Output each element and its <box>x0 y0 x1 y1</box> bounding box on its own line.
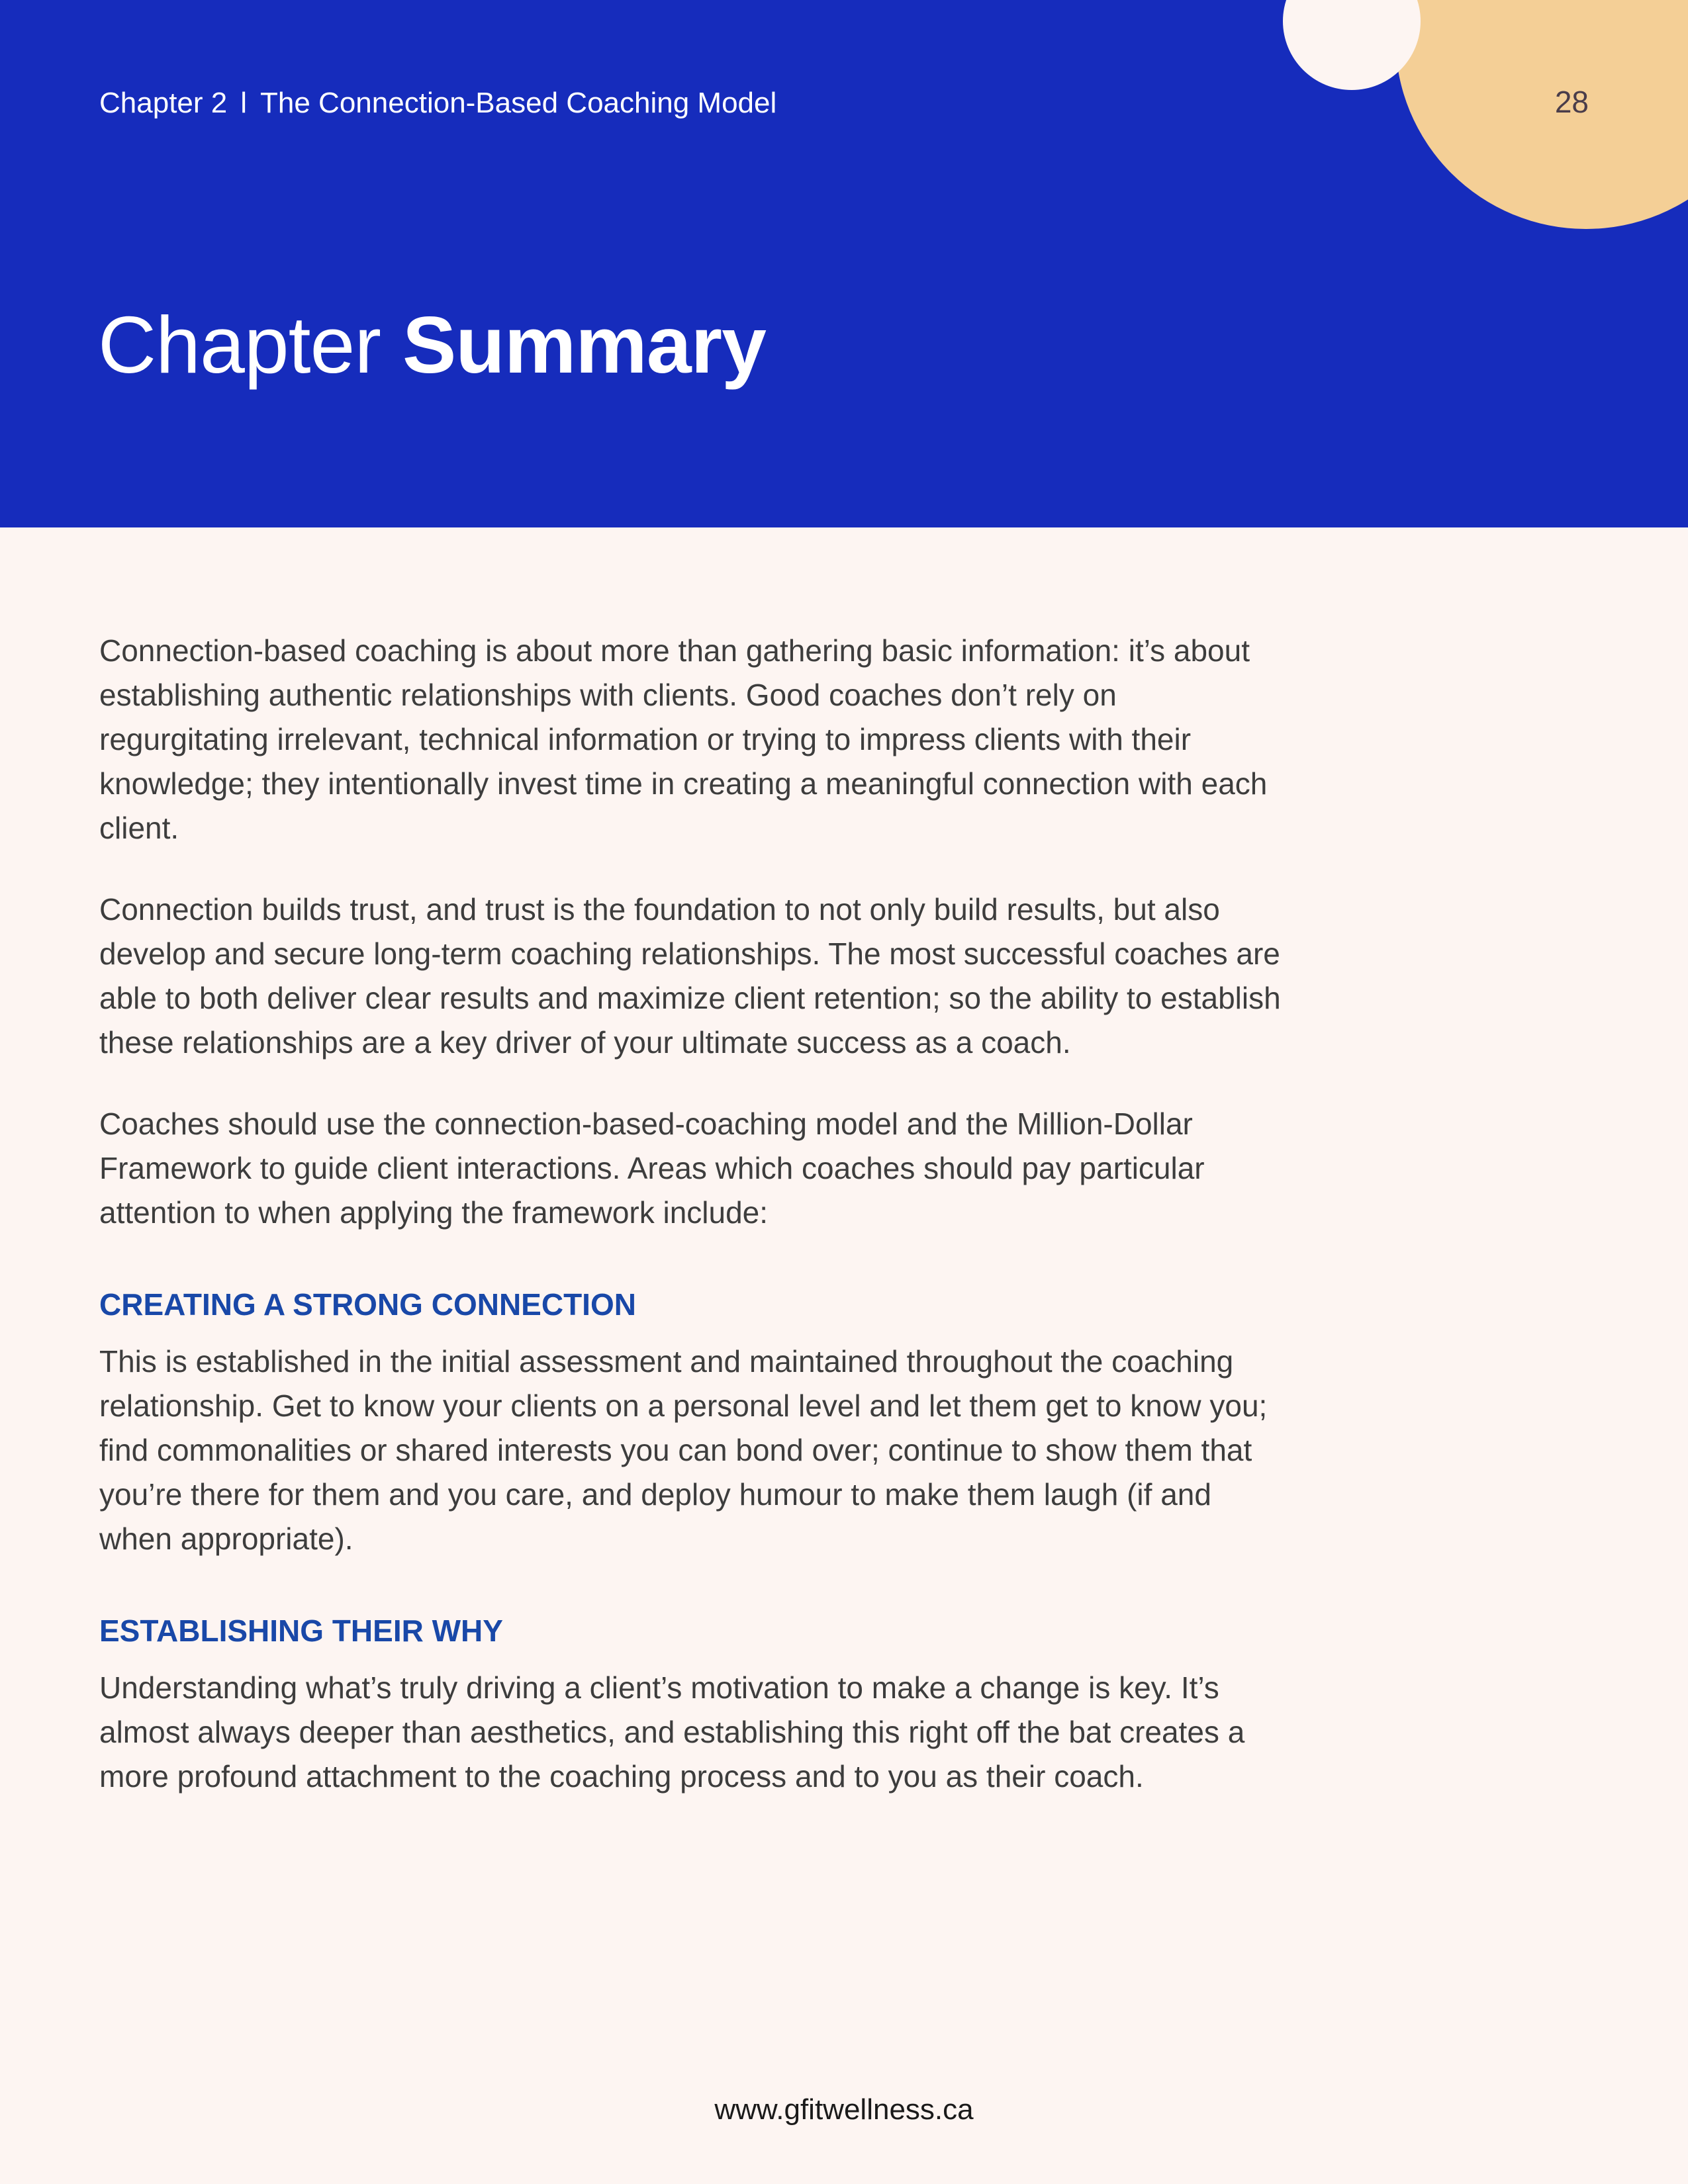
running-head-separator: l <box>240 87 248 119</box>
running-head <box>99 83 776 123</box>
chapter-header-band <box>0 0 1688 527</box>
chapter-title: The Connection-Based Coaching Model <box>260 87 777 119</box>
page-title <box>98 295 766 394</box>
page-number: 28 <box>1554 85 1589 119</box>
page-title-bold: Summary <box>402 300 766 390</box>
section-text-strong-connection: This is established in the initial assessment and maintained throughout the coaching relationship. Get to know your clients on a personal level and let them get to know you; find commonalities or shared interests you can bond over; continue to show them that you’re there for them and you care, and deploy humour to make them laugh (if and when appropriate). <box>99 1344 1268 1556</box>
chapter-summary-content <box>99 629 1284 1836</box>
section-heading-their-why: ESTABLISHING THEIR WHY <box>99 1614 503 1648</box>
summary-paragraph-1: Connection-based coaching is about more than gathering basic information: it’s about establishing authentic relationships with clients. Good coaches don’t rely on regurgitating irrelevant, technical information or trying to impress clients with their knowledge; they intentionally invest time in creating a meaningful connection with each client. <box>99 633 1268 845</box>
summary-paragraph-2: Connection builds trust, and trust is the foundation to not only build results, but also develop and secure long-term coaching relationships. The most successful coaches are able to both deliver clear results and maximize client retention; so the ability to establish these relationships are a key driver of your ultimate success as a coach. <box>99 892 1281 1060</box>
summary-paragraph-3: Coaches should use the connection-based-coaching model and the Million-Dollar Framework to guide client interactions. Areas which coaches should pay particular attention to when applying the framework include: <box>99 1107 1205 1230</box>
page-title-light: Chapter <box>98 300 402 390</box>
section-text-their-why: Understanding what’s truly driving a client’s motivation to make a change is key. It’s almost always deeper than aesthetics, and establishing this right off the bat creates a more profound attachment to the coaching process and to you as their coach. <box>99 1670 1245 1794</box>
footer-website: www.gfitwellness.ca <box>714 2093 974 2126</box>
section-heading-strong-connection: CREATING A STRONG CONNECTION <box>99 1287 636 1322</box>
chapter-label: Chapter 2 <box>99 87 228 119</box>
